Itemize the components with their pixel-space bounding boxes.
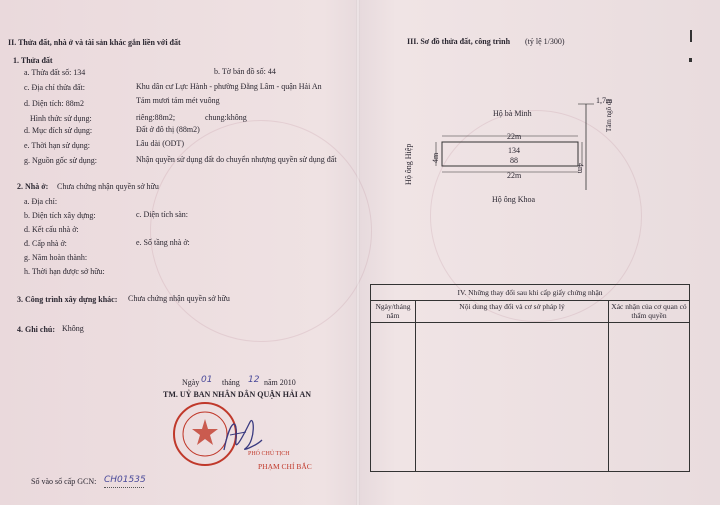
map-number: b. Tờ bản đồ số: 44	[214, 67, 276, 76]
date-day-label: Ngày	[182, 378, 200, 387]
col-date-header: Ngày/tháng năm	[371, 301, 416, 323]
table-cell-date	[371, 323, 416, 472]
section-ii-title: II. Thửa đất, nhà ở và tài sản khác gắn liền với đất	[8, 38, 181, 47]
purpose-label: d. Mục đích sử dụng:	[24, 126, 93, 135]
top-dimension: 22m	[507, 132, 522, 141]
usage-private: riêng:88m2;	[136, 113, 176, 122]
address-label: c. Địa chỉ thửa đất:	[24, 83, 85, 92]
term-label: e. Thời hạn sử dụng:	[24, 141, 90, 150]
house-floors: e. Số tầng nhà ở:	[136, 238, 190, 247]
watermark-emblem	[150, 120, 372, 342]
date-day: 01	[201, 375, 213, 385]
note-heading: 4. Ghi chú:	[17, 325, 56, 334]
binding-mark-bottom	[689, 58, 692, 62]
house-grade: đ. Cấp nhà ở:	[24, 239, 67, 248]
changes-title: IV. Những thay đổi sau khi cấp giấy chứng nhận	[371, 285, 690, 301]
east-lane-label: Tâm ngõ đi	[605, 99, 613, 132]
house-heading: 2. Nhà ở:	[17, 182, 49, 191]
parcel-number: a. Thửa đất số: 134	[24, 68, 86, 77]
house-build-area: b. Diện tích xây dựng:	[24, 211, 96, 220]
term-value: Lâu dài (ODT)	[136, 139, 184, 148]
fold-line	[356, 0, 360, 505]
parcel-number-label: 134	[508, 146, 520, 155]
diagram-title: III. Sơ đồ thửa đất, công trình	[407, 37, 511, 46]
signer-title: PHÓ CHỦ TỊCH	[248, 451, 290, 457]
table-cell-content	[416, 323, 609, 472]
date-month-label: tháng	[222, 378, 240, 387]
date-year: năm 2010	[264, 378, 296, 387]
west-neighbor: Hộ ông Hiệp	[404, 143, 413, 185]
other-works-heading: 3. Công trình xây dựng khác:	[17, 295, 118, 304]
north-neighbor: Hộ bà Minh	[493, 109, 532, 118]
register-underline	[104, 487, 144, 488]
origin-label: g. Nguồn gốc sử dụng:	[24, 156, 97, 165]
area-words: Tám mươi tám mét vuông	[136, 96, 220, 105]
date-month: 12	[248, 375, 260, 385]
origin-value: Nhận quyền sử dụng đất do chuyển nhượng quyền sử dụng đất	[136, 155, 337, 164]
col-confirm-header: Xác nhận của cơ quan có thẩm quyền	[609, 301, 690, 323]
register-label: Số vào sổ cấp GCN:	[31, 477, 97, 486]
diagram-scale: (tỷ lệ 1/300)	[525, 37, 565, 46]
house-address: a. Địa chỉ:	[24, 197, 58, 206]
signer-name: PHẠM CHÍ BẮC	[258, 462, 312, 471]
other-works-value: Chưa chứng nhận quyền sở hữu	[128, 294, 230, 303]
left-dimension: 4m	[431, 152, 440, 163]
purpose-value: Đất ở đô thị (88m2)	[136, 125, 200, 134]
col-content-header: Nội dung thay đổi và cơ sở pháp lý	[416, 301, 609, 323]
area-label: d. Diện tích: 88m2	[24, 99, 84, 108]
south-neighbor: Hộ ông Khoa	[492, 195, 536, 204]
right-dimension: 4m	[576, 163, 585, 174]
changes-table	[370, 284, 690, 472]
issuing-authority: TM. UỶ BAN NHÂN DÂN QUẬN HẢI AN	[163, 390, 311, 399]
lane-dimension: 1,7m	[596, 96, 613, 105]
usage-form-label: Hình thức sử dụng:	[30, 114, 92, 123]
house-status: Chưa chứng nhận quyền sở hữu	[57, 182, 159, 191]
usage-shared: chung:không	[205, 113, 247, 122]
house-structure: d. Kết cấu nhà ở:	[24, 225, 79, 234]
table-cell-confirm	[609, 323, 690, 472]
house-year: g. Năm hoàn thành:	[24, 253, 88, 262]
parcel-area-label: 88	[510, 156, 518, 165]
note-value: Không	[62, 324, 84, 333]
parcel-diagram	[400, 90, 640, 200]
house-floor-area: c. Diện tích sàn:	[136, 210, 188, 219]
land-heading: 1. Thửa đất	[13, 56, 53, 65]
address-value: Khu dân cư Lực Hành - phường Đằng Lâm - quận Hải An	[136, 82, 322, 91]
bottom-dimension: 22m	[507, 171, 522, 180]
house-term: h. Thời hạn được sở hữu:	[24, 267, 105, 276]
binding-mark-top	[690, 30, 692, 42]
register-number: CH01535	[104, 475, 146, 485]
